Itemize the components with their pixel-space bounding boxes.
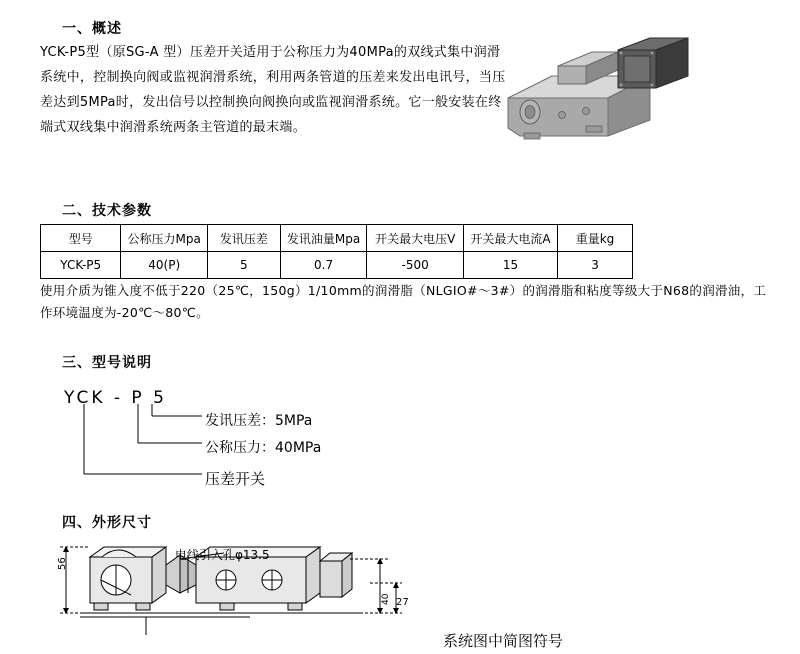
table-header-cell: 开关最大电压V: [367, 225, 464, 252]
product-photo: [500, 36, 695, 146]
cable-entry-hole-label: 电线引入孔φ13.5: [175, 548, 270, 562]
table-header-cell: 发讯油量Mpa: [280, 225, 367, 252]
section-heading-dimensions: 四、外形尺寸: [62, 515, 152, 531]
section-heading-specs: 二、技术参数: [62, 203, 152, 219]
table-cell: YCK-P5: [41, 252, 121, 279]
overview-paragraph: YCK-P5型（原SG-A 型）压差开关适用于公称压力为40MPa的双线式集中润滑系统中，控制换向阀或监视润滑系统，利用两条管道的压差来发出电讯号，当压差达到5MPa时，发出信号以控制换向阀换向或监视润滑系统。它一般安装在终端式双线集中润滑系统两条主管道的最末端。: [40, 45, 506, 135]
model-code-label-pressure-diff: 发讯压差：5MPa: [205, 413, 313, 429]
dimension-label-height: 56: [57, 557, 68, 570]
table-row: [41, 252, 633, 279]
table-header-cell: 公称压力Mpa: [121, 225, 207, 252]
model-code-label-device-type: 压差开关: [205, 470, 266, 488]
table-header-cell: 发讯压差: [207, 225, 280, 252]
specification-table: [40, 224, 633, 279]
table-header-cell: 型号: [41, 225, 121, 252]
table-cell: 40(P): [121, 252, 207, 279]
model-code-label-nominal-pressure: 公称压力：40MPa: [205, 440, 322, 456]
spec-note-paragraph: 使用介质为锥入度不低于220（25℃，150g）1/10mm的润滑脂（NLGIO#～3#）的润滑脂和粘度等级大于N68的润滑油，工作环境温度为-20℃～80℃。: [40, 283, 767, 320]
table-header-cell: 开关最大电流A: [463, 225, 557, 252]
model-code-text: YCK - P 5: [64, 388, 167, 408]
section-heading-model-code: 三、型号说明: [62, 355, 152, 371]
table-header-cell: 重量kg: [558, 225, 633, 252]
section-heading-overview: 一、概述: [62, 21, 122, 37]
table-header-row: [41, 225, 633, 252]
dimension-label-depth: 27: [396, 597, 409, 608]
table-cell: 0.7: [280, 252, 367, 279]
table-cell: 3: [558, 252, 633, 279]
table-cell: -500: [367, 252, 464, 279]
table-cell: 15: [463, 252, 557, 279]
system-diagram-caption: 系统图中简图符号: [443, 632, 564, 650]
dimension-label-width: 40: [381, 593, 391, 605]
table-cell: 5: [207, 252, 280, 279]
